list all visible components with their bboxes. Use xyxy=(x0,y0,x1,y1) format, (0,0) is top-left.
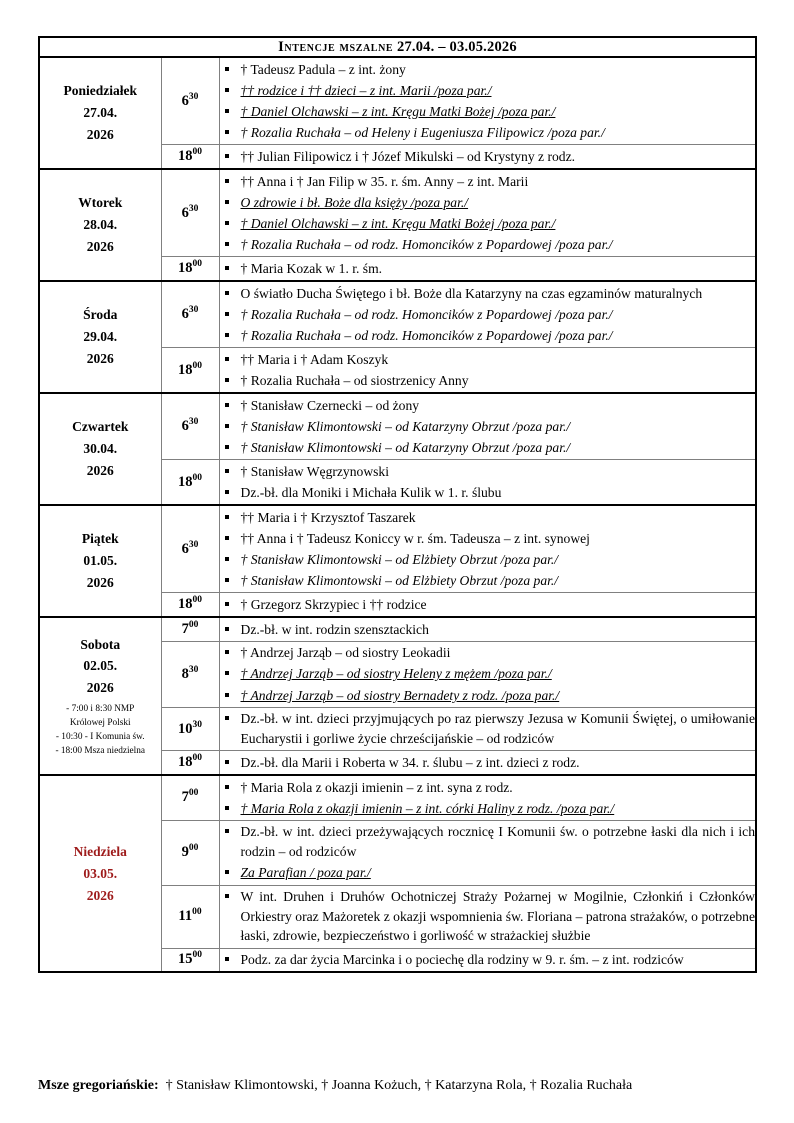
intention-text: †† rodzice i †† dzieci – z int. Marii /poza par./ xyxy=(240,82,492,98)
page-title xyxy=(278,39,517,55)
mass-time-cell xyxy=(161,393,219,460)
day-cell-friday xyxy=(39,505,161,617)
intention-item: † Stanisław Klimontowski – od Katarzyny Obrzut /poza par./ xyxy=(220,438,756,458)
intentions-cell xyxy=(219,775,756,820)
mass-time-cell xyxy=(161,257,219,281)
intentions-list xyxy=(220,172,756,255)
intentions-list xyxy=(220,60,756,143)
intention-item: †† Maria i † Krzysztof Taszarek xyxy=(220,508,756,528)
day-cell-tuesday xyxy=(39,169,161,281)
mass-time-cell xyxy=(161,751,219,775)
mass-hour: 9 xyxy=(181,844,189,861)
intention-item xyxy=(220,193,756,213)
intention-item: Dz.-bł. w int. rodzin szensztackich xyxy=(220,620,756,640)
mass-time-cell xyxy=(161,641,219,707)
mass-minutes: 00 xyxy=(192,147,202,158)
intention-text: † Daniel Olchawski – z int. Kręgu Matki Bożej /poza par./ xyxy=(240,215,556,231)
mass-minutes: 00 xyxy=(192,360,202,371)
mass-time-cell xyxy=(161,707,219,750)
intention-text: † Daniel Olchawski – z int. Kręgu Matki Bożej /poza par./ xyxy=(240,103,556,119)
mass-hour: 18 xyxy=(178,596,193,613)
mass-hour: 18 xyxy=(178,260,193,277)
intention-item xyxy=(220,81,756,101)
intentions-cell xyxy=(219,505,756,593)
intentions-list xyxy=(220,643,756,705)
intentions-list xyxy=(220,887,756,946)
mass-schedule-table xyxy=(38,36,757,973)
day-note-line: - 7:00 i 8:30 NMP xyxy=(66,704,135,715)
mass-hour: 8 xyxy=(181,665,189,682)
mass-hour: 18 xyxy=(178,361,193,378)
mass-minutes: 30 xyxy=(188,539,199,550)
mass-hour: 15 xyxy=(178,951,193,968)
mass-time-cell xyxy=(161,885,219,948)
intention-item: † Maria Kozak w 1. r. śm. xyxy=(220,259,756,279)
intention-item: O światło Ducha Świętego i bł. Boże dla Katarzyny na czas egzaminów maturalnych xyxy=(220,284,756,304)
intention-item: † Stanisław Węgrzynowski xyxy=(220,462,756,482)
day-year: 2026 xyxy=(86,126,114,142)
schedule-row xyxy=(39,775,756,820)
intention-item xyxy=(220,664,756,684)
intentions-cell xyxy=(219,145,756,169)
mass-time-cell xyxy=(161,775,219,820)
mass-minutes: 00 xyxy=(188,843,199,854)
day-date: 27.04. xyxy=(83,105,118,121)
day-name: Sobota xyxy=(80,636,121,652)
mass-hour: 6 xyxy=(181,306,189,323)
intentions-list xyxy=(220,259,756,279)
intention-item xyxy=(220,863,756,883)
day-name: Czwartek xyxy=(72,419,129,435)
mass-time-cell xyxy=(161,169,219,257)
intentions-cell xyxy=(219,460,756,505)
intentions-cell xyxy=(219,257,756,281)
intentions-cell xyxy=(219,885,756,948)
intentions-cell xyxy=(219,57,756,145)
intention-item: † Rozalia Ruchała – od rodz. Homoncików z Popardowej /poza par./ xyxy=(220,235,756,255)
intention-text: † Andrzej Jarząb – od siostry Heleny z mężem /poza par./ xyxy=(240,666,552,682)
day-date: 02.05. xyxy=(83,658,118,674)
day-name: Wtorek xyxy=(78,195,123,211)
mass-hour: 6 xyxy=(181,540,189,557)
day-year: 2026 xyxy=(86,575,114,590)
mass-minutes: 30 xyxy=(188,203,199,214)
mass-minutes: 00 xyxy=(192,950,202,961)
intentions-list xyxy=(220,620,756,640)
intentions-cell xyxy=(219,751,756,775)
intention-item: Podz. za dar życia Marcinka i o pociechę dla rodziny w 9. r. śm. – z int. rodziców xyxy=(220,950,756,970)
intention-text: Za Parafian / poza par./ xyxy=(240,865,371,881)
intentions-cell xyxy=(219,348,756,393)
intention-item: Dz.-bł. w int. dzieci przeżywających rocznicę I Komunii św. o potrzebne łaski dla nich i ich rodzin – od rodziców xyxy=(220,822,756,861)
intention-item: † Rozalia Ruchała – od Heleny i Eugeniusza Filipowicz /poza par./ xyxy=(220,123,756,143)
mass-minutes: 30 xyxy=(188,91,199,102)
intentions-cell xyxy=(219,593,756,617)
mass-time-cell xyxy=(161,505,219,593)
intention-item: Dz.-bł. dla Marii i Roberta w 34. r. ślubu – z int. dzieci z rodz. xyxy=(220,753,756,773)
intention-item: W int. Druhen i Druhów Ochotniczej Straży Pożarnej w Mogilnie, Członkiń i Członków Orkiestry oraz Mażoretek z okazji wspomnienia św. Floriana – patrona strażaków, o potrzebne łaski, zdrowie, bezpieczeństwo i gorliwość w strażackiej służbie xyxy=(220,887,756,946)
day-name: Piątek xyxy=(81,531,119,547)
intentions-cell xyxy=(219,393,756,460)
mass-time-cell xyxy=(161,593,219,617)
intentions-list xyxy=(220,462,756,503)
intentions-list xyxy=(220,753,756,773)
mass-hour: 6 xyxy=(181,418,189,435)
schedule-row xyxy=(39,617,756,641)
mass-hour: 6 xyxy=(181,92,189,109)
day-date: 01.05. xyxy=(83,553,118,569)
schedule-row xyxy=(39,393,756,460)
intentions-cell xyxy=(219,617,756,641)
intentions-cell xyxy=(219,169,756,257)
day-name: Niedziela xyxy=(73,843,127,859)
day-date: 30.04. xyxy=(83,441,118,457)
intention-text: O zdrowie i bł. Boże dla księży /poza par./ xyxy=(240,194,469,210)
mass-minutes: 30 xyxy=(192,719,202,730)
intention-item: † Stanisław Klimontowski – od Katarzyny Obrzut /poza par./ xyxy=(220,417,756,437)
intention-item: Dz.-bł. w int. dzieci przyjmujących po raz pierwszy Jezusa w Komunii Świętej, o umiłowanie Eucharystii i gorliwe życie chrześcijańskie – od rodziców xyxy=(220,709,756,748)
gregorian-masses-footer xyxy=(38,1077,760,1095)
intentions-cell xyxy=(219,641,756,707)
intention-text: † Maria Rola z okazji imienin – z int. córki Haliny z rodz. /poza par./ xyxy=(240,800,615,816)
intention-text: † Andrzej Jarząb – od siostry Bernadety z rodz. /poza par./ xyxy=(240,687,560,703)
day-notes xyxy=(40,702,161,759)
intention-item: † Tadeusz Padula – z int. żony xyxy=(220,60,756,80)
intentions-list xyxy=(220,709,756,748)
intentions-cell xyxy=(219,820,756,885)
mass-hour: 18 xyxy=(178,754,193,771)
intentions-list xyxy=(220,508,756,591)
day-cell-thursday xyxy=(39,393,161,505)
mass-time-cell xyxy=(161,145,219,169)
intentions-list xyxy=(220,284,756,346)
intention-item xyxy=(220,214,756,234)
day-year: 2026 xyxy=(86,680,114,696)
day-name: Środa xyxy=(83,307,118,323)
day-name: Poniedziałek xyxy=(63,83,137,99)
mass-time-cell xyxy=(161,820,219,885)
intentions-cell xyxy=(219,948,756,972)
day-note-line: - 10:30 - I Komunia św. xyxy=(55,732,145,743)
intentions-list xyxy=(220,396,756,458)
day-cell-wednesday xyxy=(39,281,161,393)
mass-minutes: 00 xyxy=(188,788,199,799)
gregorian-label: Msze gregoriańskie: xyxy=(38,1078,159,1093)
table-header-row xyxy=(39,37,756,57)
intention-item xyxy=(220,686,756,706)
day-cell-saturday xyxy=(39,617,161,775)
mass-minutes: 00 xyxy=(192,595,202,606)
day-date: 03.05. xyxy=(83,865,118,881)
mass-minutes: 00 xyxy=(192,259,202,270)
mass-minutes: 00 xyxy=(192,907,202,918)
title-smallcaps: Intencje mszalne xyxy=(278,39,394,55)
header-cell xyxy=(39,37,756,57)
day-year: 2026 xyxy=(86,238,114,254)
intention-item: †† Julian Filipowicz i † Józef Mikulski – od Krystyny z rodz. xyxy=(220,147,756,167)
mass-time-cell xyxy=(161,281,219,348)
day-cell-sunday xyxy=(39,775,161,972)
intention-item: † Rozalia Ruchała – od siostrzenicy Anny xyxy=(220,371,756,391)
mass-minutes: 30 xyxy=(188,417,199,428)
intentions-cell xyxy=(219,281,756,348)
mass-hour: 7 xyxy=(181,789,189,806)
intention-item: † Maria Rola z okazji imienin – z int. syna z rodz. xyxy=(220,778,756,798)
mass-hour: 18 xyxy=(178,148,193,165)
intention-item: †† Anna i † Jan Filip w 35. r. śm. Anny – z int. Marii xyxy=(220,172,756,192)
intentions-list xyxy=(220,778,756,819)
mass-hour: 7 xyxy=(181,620,189,637)
intentions-list xyxy=(220,350,756,391)
mass-minutes: 00 xyxy=(188,620,199,631)
intentions-cell xyxy=(219,707,756,750)
title-dates: 27.04. – 03.05.2026 xyxy=(397,39,517,55)
day-year: 2026 xyxy=(86,462,114,478)
schedule-row xyxy=(39,281,756,348)
intention-item: † Stanisław Klimontowski – od Elżbiety Obrzut /poza par./ xyxy=(220,550,756,570)
schedule-row xyxy=(39,57,756,145)
mass-minutes: 00 xyxy=(192,753,202,764)
schedule-row xyxy=(39,169,756,257)
mass-minutes: 30 xyxy=(188,305,199,316)
intentions-list xyxy=(220,595,756,615)
mass-time-cell xyxy=(161,948,219,972)
intention-item: † Stanisław Klimontowski – od Elżbiety Obrzut /poza par./ xyxy=(220,571,756,591)
intention-item: Dz.-bł. dla Moniki i Michała Kulik w 1. r. ślubu xyxy=(220,483,756,503)
intentions-list xyxy=(220,147,756,167)
schedule-row xyxy=(39,505,756,593)
intention-item: †† Anna i † Tadeusz Koniccy w r. śm. Tadeusza – z int. synowej xyxy=(220,529,756,549)
mass-time-cell xyxy=(161,57,219,145)
intention-item: †† Maria i † Adam Koszyk xyxy=(220,350,756,370)
intention-item xyxy=(220,102,756,122)
day-cell-monday xyxy=(39,57,161,169)
day-date: 29.04. xyxy=(83,329,118,345)
mass-minutes: 00 xyxy=(192,472,202,483)
day-note-line: - 18:00 Msza niedzielna xyxy=(55,746,146,757)
intentions-list xyxy=(220,822,756,883)
mass-minutes: 30 xyxy=(188,665,199,675)
day-date: 28.04. xyxy=(83,217,118,233)
intention-item: † Andrzej Jarząb – od siostry Leokadii xyxy=(220,643,756,663)
gregorian-names: † Stanisław Klimontowski, † Joanna Kożuch, † Katarzyna Rola, † Rozalia Ruchała xyxy=(165,1078,633,1093)
mass-time-cell xyxy=(161,617,219,641)
intention-item: † Rozalia Ruchała – od rodz. Homoncików z Popardowej /poza par./ xyxy=(220,305,756,325)
intention-item: † Rozalia Ruchała – od rodz. Homoncików z Popardowej /poza par./ xyxy=(220,326,756,346)
mass-hour: 11 xyxy=(178,908,193,925)
day-year: 2026 xyxy=(86,887,114,903)
intention-item: † Stanisław Czernecki – od żony xyxy=(220,396,756,416)
intentions-list xyxy=(220,950,756,970)
intention-item xyxy=(220,799,756,819)
mass-hour: 18 xyxy=(178,473,193,490)
intention-item: † Grzegorz Skrzypiec i †† rodzice xyxy=(220,595,756,615)
day-note-line: Królowej Polski xyxy=(69,718,131,729)
day-year: 2026 xyxy=(86,350,114,366)
mass-hour: 10 xyxy=(178,720,193,737)
mass-time-cell xyxy=(161,460,219,505)
mass-hour: 6 xyxy=(181,204,189,221)
mass-time-cell xyxy=(161,348,219,393)
